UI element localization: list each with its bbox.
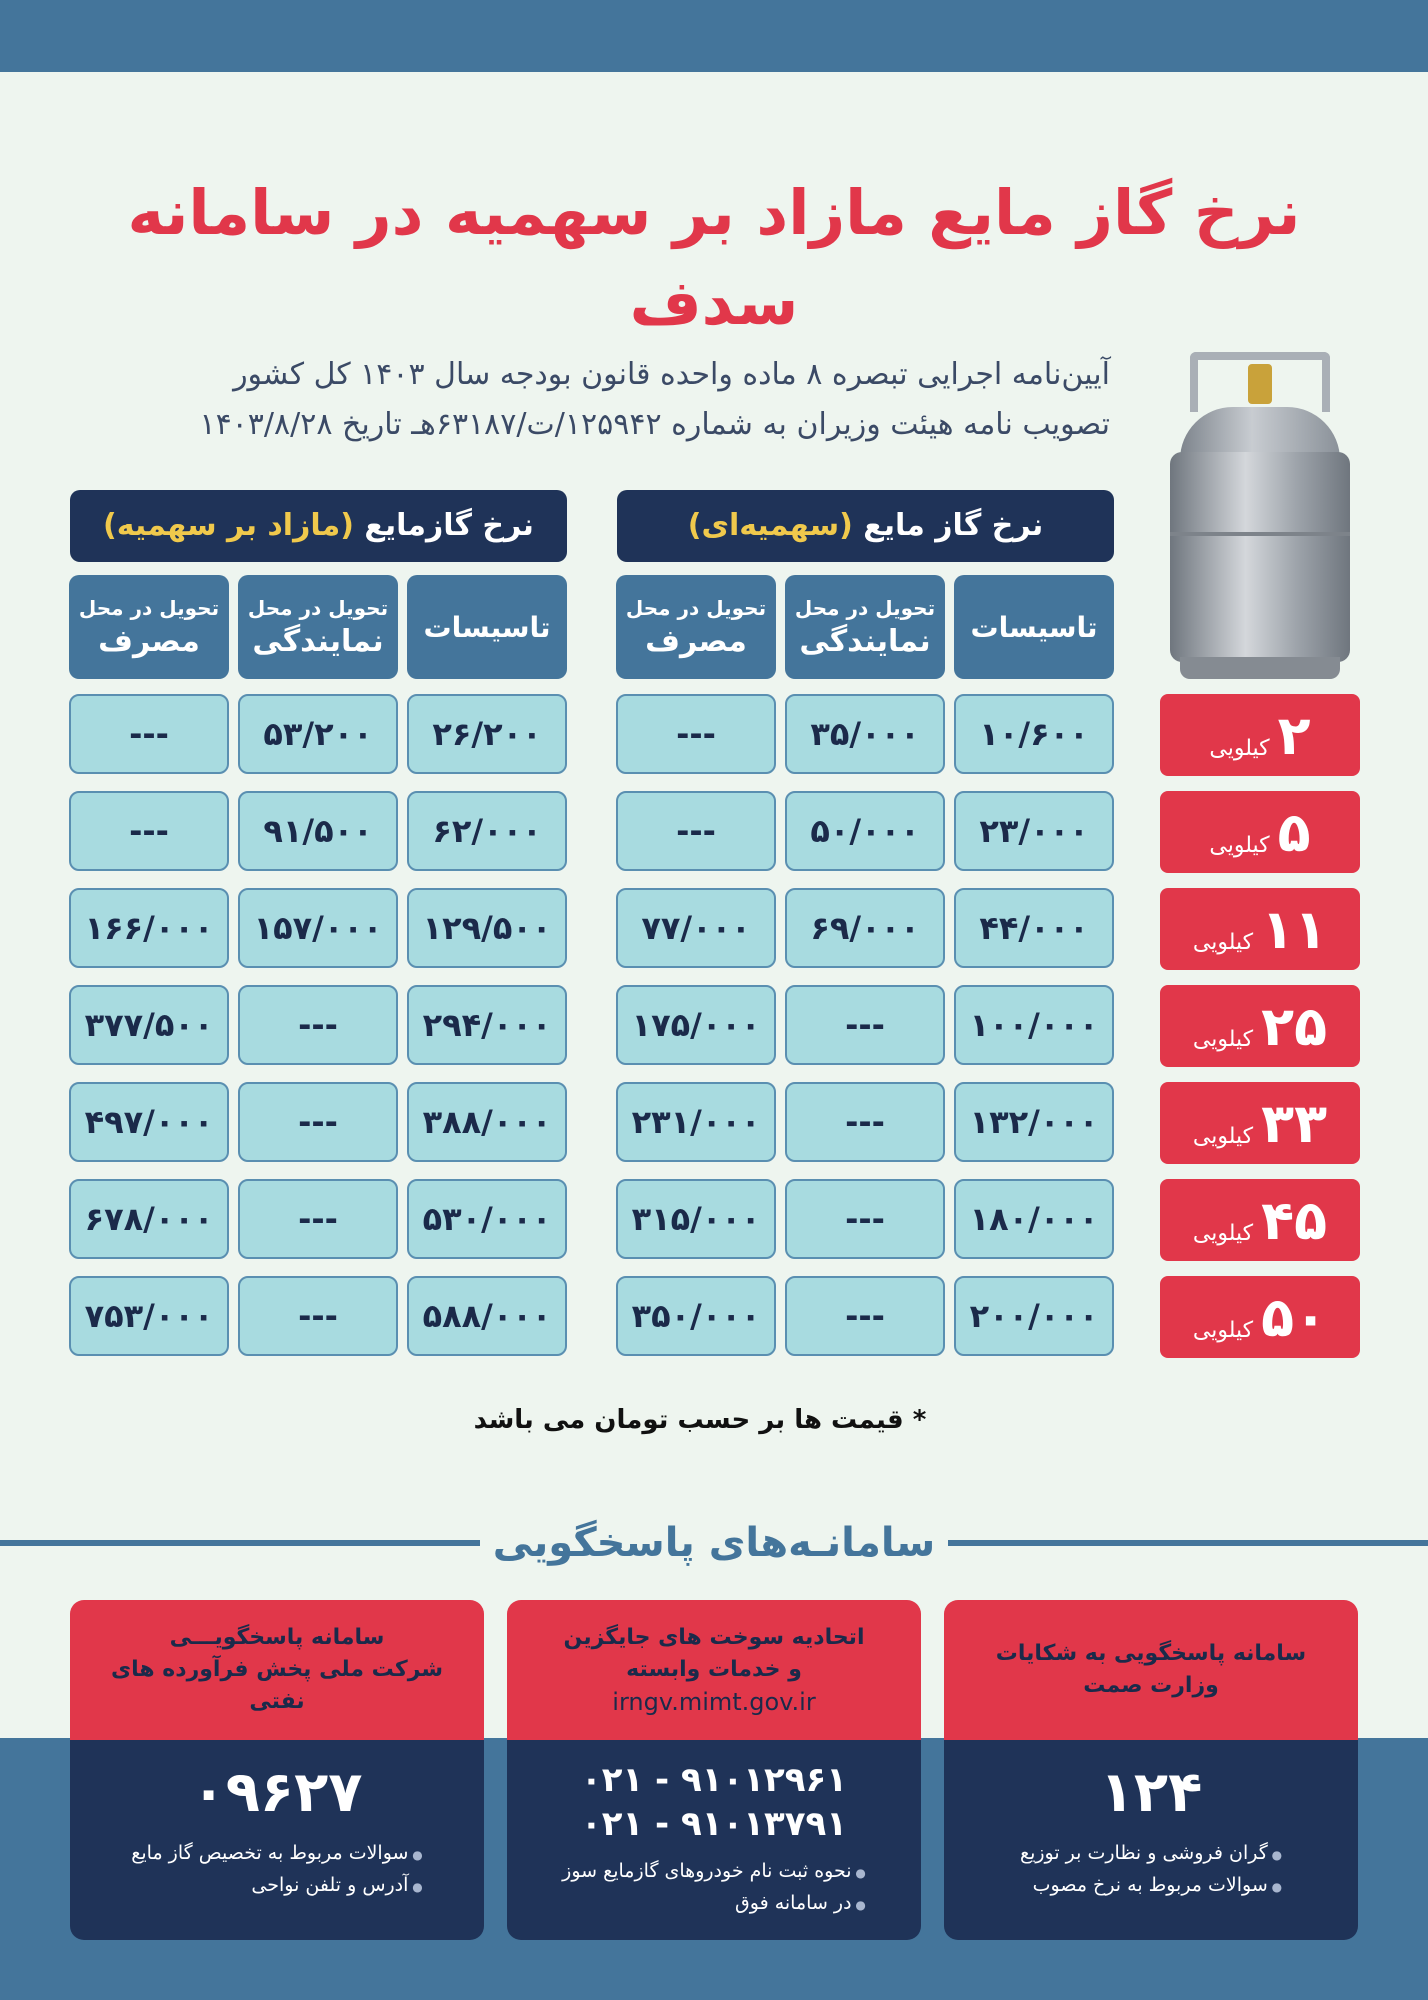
table-cell: ۶۹/۰۰۰ — [785, 888, 945, 968]
table-cell: --- — [238, 1082, 398, 1162]
card-heading: شرکت ملی پخش فرآورده های نفتی — [110, 1657, 444, 1714]
intro-text — [70, 350, 1110, 450]
quota-group-header: نرخ گاز مایع (سهمیه‌ای) — [617, 490, 1114, 562]
bullet-item: ● سوالات مربوط به نرخ مصوب — [1020, 1870, 1282, 1902]
table-cell: ۲۳/۰۰۰ — [954, 791, 1114, 871]
table-cell: --- — [785, 1179, 945, 1259]
table-cell: --- — [69, 694, 229, 774]
table-cell: ۵۳/۲۰۰ — [238, 694, 398, 774]
intro-line-1: آیین‌نامه اجرایی تبصره ۸ ماده واحده قانون بودجه سال ۱۴۰۳ کل کشور — [233, 357, 1110, 392]
bullet-item: ● در سامانه فوق — [562, 1888, 866, 1920]
page-title: نرخ گاز مایع مازاد بر سهمیه در سامانه سدف — [127, 176, 1301, 339]
phone-number: ۰۲۱ - ۹۱۰۱۳۷۹۱ — [580, 1804, 848, 1844]
table-cell: ۹۱/۵۰۰ — [238, 791, 398, 871]
intro-line-2: تصویب نامه هیئت وزیران به شماره ۱۲۵۹۴۲/ت/۶۳۱۸۷هـ تاریخ ۱۴۰۳/۸/۲۸ — [199, 407, 1110, 442]
card-distribution — [70, 1600, 484, 1940]
gas-cylinder-icon — [1160, 352, 1360, 682]
phone-number: ۰۹۶۲۷ — [191, 1760, 363, 1825]
surplus-consumer-header: تحویل در محل مصرف — [69, 575, 229, 679]
table-cell: ۱۰/۶۰۰ — [954, 694, 1114, 774]
table-cell: --- — [785, 1276, 945, 1356]
table-cell: ۵۳۰/۰۰۰ — [407, 1179, 567, 1259]
quota-agency-header: تحویل در محل نمایندگی — [785, 575, 945, 679]
table-cell: --- — [616, 791, 776, 871]
divider — [948, 1540, 1428, 1546]
response-systems-title: سامانـه‌های پاسخگویی — [492, 1520, 936, 1566]
weight-label: ۲۵ کیلویی — [1160, 985, 1360, 1067]
table-cell: ۱۶۶/۰۰۰ — [69, 888, 229, 968]
table-cell: --- — [785, 1082, 945, 1162]
table-cell: ۱۸۰/۰۰۰ — [954, 1179, 1114, 1259]
table-cell: --- — [238, 1179, 398, 1259]
weight-label: ۵ کیلویی — [1160, 791, 1360, 873]
divider — [0, 1540, 480, 1546]
table-cell: ۵۰/۰۰۰ — [785, 791, 945, 871]
phone-number: ۱۲۴ — [1099, 1760, 1203, 1825]
bullet-item: ● سوالات مربوط به تخصیص گاز مایع — [131, 1838, 422, 1870]
card-complaints — [944, 1600, 1358, 1940]
surplus-installations-header: تاسیسات — [407, 575, 567, 679]
weight-label: ۲ کیلویی — [1160, 694, 1360, 776]
table-cell: ۳۸۸/۰۰۰ — [407, 1082, 567, 1162]
table-cell: --- — [238, 985, 398, 1065]
top-banner — [0, 0, 1428, 72]
bullet-item: ● نحوه ثبت نام خودروهای گازمایع سوز — [562, 1856, 866, 1888]
surplus-agency-header: تحویل در محل نمایندگی — [238, 575, 398, 679]
table-cell: ۲۰۰/۰۰۰ — [954, 1276, 1114, 1356]
table-cell: ۱۰۰/۰۰۰ — [954, 985, 1114, 1065]
table-cell: ۷۷/۰۰۰ — [616, 888, 776, 968]
card-heading: و خدمات وابسته — [626, 1657, 802, 1682]
table-cell: ۴۴/۰۰۰ — [954, 888, 1114, 968]
table-cell: ۳۷۷/۵۰۰ — [69, 985, 229, 1065]
table-cell: ۱۷۵/۰۰۰ — [616, 985, 776, 1065]
currency-note: * قیمت ها بر حسب تومان می باشد — [473, 1405, 927, 1435]
table-cell: ۶۷۸/۰۰۰ — [69, 1179, 229, 1259]
bullet-item: ● گران فروشی و نظارت بر توزیع — [1020, 1838, 1282, 1870]
weight-label: ۳۳ کیلویی — [1160, 1082, 1360, 1164]
table-cell: ۷۵۳/۰۰۰ — [69, 1276, 229, 1356]
bullet-item: ● آدرس و تلفن نواحی — [131, 1870, 422, 1902]
phone-number: ۰۲۱ - ۹۱۰۱۲۹۶۱ — [580, 1760, 848, 1800]
quota-consumer-header: تحویل در محل مصرف — [616, 575, 776, 679]
card-heading: اتحادیه سوخت های جایگزین — [563, 1625, 865, 1650]
table-cell: ۲۳۱/۰۰۰ — [616, 1082, 776, 1162]
table-cell: ۴۹۷/۰۰۰ — [69, 1082, 229, 1162]
table-cell: ۳۵۰/۰۰۰ — [616, 1276, 776, 1356]
table-cell: --- — [238, 1276, 398, 1356]
table-cell: ۲۹۴/۰۰۰ — [407, 985, 567, 1065]
table-cell: ۱۵۷/۰۰۰ — [238, 888, 398, 968]
card-heading: وزارت صمت — [1083, 1673, 1219, 1698]
table-cell: ۱۳۲/۰۰۰ — [954, 1082, 1114, 1162]
weight-label: ۴۵ کیلویی — [1160, 1179, 1360, 1261]
surplus-group-header: نرخ گازمایع (مازاد بر سهمیه) — [70, 490, 567, 562]
card-heading: سامانه پاسخگویـــی — [169, 1625, 385, 1650]
card-heading: سامانه پاسخگویی به شکایات — [995, 1641, 1307, 1666]
table-cell: ۳۱۵/۰۰۰ — [616, 1179, 776, 1259]
weight-label: ۵۰ کیلویی — [1160, 1276, 1360, 1358]
table-cell: ۶۲/۰۰۰ — [407, 791, 567, 871]
weight-label: ۱۱ کیلویی — [1160, 888, 1360, 970]
table-cell: ۳۵/۰۰۰ — [785, 694, 945, 774]
table-cell: ۵۸۸/۰۰۰ — [407, 1276, 567, 1356]
website-link[interactable]: irngv.mimt.gov.ir — [612, 1688, 816, 1716]
table-cell: --- — [785, 985, 945, 1065]
table-cell: --- — [69, 791, 229, 871]
card-union — [507, 1600, 921, 1940]
quota-installations-header: تاسیسات — [954, 575, 1114, 679]
table-cell: ۲۶/۲۰۰ — [407, 694, 567, 774]
table-cell: --- — [616, 694, 776, 774]
table-cell: ۱۲۹/۵۰۰ — [407, 888, 567, 968]
